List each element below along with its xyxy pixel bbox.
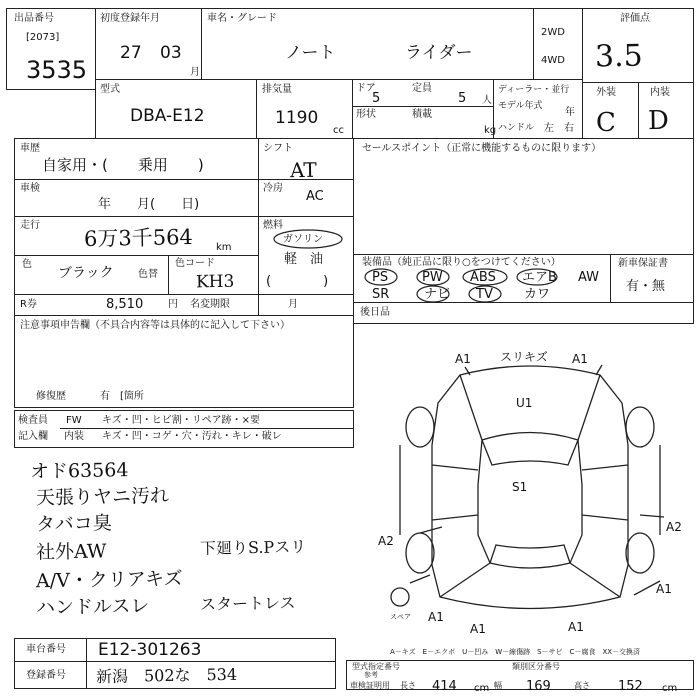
color: ブラック <box>57 264 114 282</box>
spare-label: スペア <box>390 613 411 621</box>
notice-label: 注意事項申告欄（不具合内容等は具体的に記入して下さい） <box>20 320 290 331</box>
fuel-gas: ガソリン <box>283 234 323 245</box>
equip-circles <box>353 254 611 303</box>
note-clear: A/V・クリアキズ <box>35 567 183 593</box>
note-wheels: 社外AW <box>35 540 107 564</box>
car-name: ノート <box>285 43 336 63</box>
note-start: スタートレス <box>199 593 296 614</box>
day-unit: 月 <box>288 299 298 310</box>
post-date-box <box>353 302 694 324</box>
score: 3.5 <box>594 38 644 75</box>
equip-pw: PW <box>422 270 443 285</box>
warranty-label: 新車保証書 <box>618 258 668 269</box>
model: DBA-E12 <box>130 106 205 126</box>
year-unit: 年 <box>565 107 575 118</box>
name-change-label: 名変期限 <box>190 299 230 310</box>
equip-label: 装備品（純正品に限り○をつけてください） <box>362 257 561 268</box>
displacement: 1190 <box>275 108 319 128</box>
rear-window <box>490 545 570 563</box>
lot-number: 3535 <box>26 56 88 84</box>
fuel-diesel: 軽 油 <box>284 252 324 267</box>
note-tobacco: タバコ臭 <box>35 512 112 536</box>
type-label: 型式指定番号 <box>352 662 400 671</box>
ext-int-divider <box>638 82 639 139</box>
color-divider <box>168 255 169 295</box>
seats-label: 定員 <box>412 83 432 94</box>
plate-label: 登録番号 <box>26 670 66 681</box>
fuel-label: 燃料 <box>263 220 283 231</box>
sales-label: セールスポイント（正常に機能するものに限ります） <box>362 143 602 154</box>
mileage: 6万3千564 <box>83 225 194 251</box>
usage-value: 自家用・( 乗用 ) <box>42 156 204 174</box>
first-reg-label: 初度登録年月 <box>100 13 160 24</box>
ac: AC <box>306 189 324 204</box>
mark-rear-a1-right: A1 <box>656 582 672 596</box>
wheel-fr <box>626 407 654 447</box>
inspector-row1-tag: FW <box>66 415 82 426</box>
width-label: 幅 <box>494 681 502 690</box>
int-grade: D <box>647 105 670 137</box>
mark-front-a1-left: A1 <box>455 352 471 366</box>
equip-airbag: エアB <box>522 270 557 285</box>
vin-label: 車台番号 <box>26 644 66 655</box>
wheel-fl <box>406 407 434 447</box>
length: 414 <box>432 679 457 694</box>
model-label: 型式 <box>100 84 120 95</box>
fuel-paren: ( ) <box>266 274 329 289</box>
seats: 5 <box>458 91 467 106</box>
inspect-value: 年 月( 日) <box>98 197 200 212</box>
model-year-label: モデル年式 <box>498 101 543 111</box>
height-label: 高さ <box>574 681 590 690</box>
grade: ライダー <box>405 43 473 63</box>
equip-tv: TV <box>476 287 493 302</box>
recycle-amount: 8,510 <box>106 297 144 312</box>
name-grade-label: 車名・グレード <box>207 13 277 24</box>
inspector-row2-tag: 内装 <box>64 431 84 442</box>
dealer-label: ディーラー・並行 <box>498 85 570 95</box>
equip-kawa: カワ <box>524 287 551 302</box>
ac-label: 冷房 <box>263 183 283 194</box>
cert-label: 車検証明用 <box>350 681 390 690</box>
cat-label: 類別区分番号 <box>512 662 560 671</box>
mark-right-a2: A2 <box>666 520 682 534</box>
name-change-box <box>258 294 354 316</box>
mark-rear-a1-far: A1 <box>568 620 584 634</box>
wheel-rl <box>406 533 434 573</box>
inspector-label-1: 検査員 <box>18 415 48 426</box>
equip-ps: PS <box>372 270 389 285</box>
mark-lines <box>410 365 664 595</box>
drive-2wd: 2WD <box>541 27 565 38</box>
wheel-rr <box>626 533 654 573</box>
damage-legend: A－キズ E－エクボ U－凹み W－線傷跡 S－サビ C－腐食 XX－交換済 <box>390 648 641 656</box>
post-date-label: 後日品 <box>360 307 390 318</box>
length-label: 長さ <box>400 681 416 690</box>
ext-grade: C <box>595 107 617 139</box>
shift: AT <box>289 157 317 183</box>
repair-value: 有 [箇所 <box>100 391 144 402</box>
seats-unit: 人 <box>482 95 492 106</box>
handle-label: ハンドル <box>498 123 535 133</box>
height: 152 <box>618 679 643 694</box>
color-code: KH3 <box>195 271 235 293</box>
mark-rear-a1-left: A1 <box>428 610 444 624</box>
sales-box <box>353 138 694 255</box>
handle-right: 右 <box>564 123 574 134</box>
score-label: 評価点 <box>620 13 650 24</box>
lot-label: 出品番号 <box>14 13 54 24</box>
spare-tire <box>391 588 409 606</box>
displacement-label: 排気量 <box>262 84 292 95</box>
length-unit: cm <box>474 683 490 694</box>
equip-aw: AW <box>578 270 600 285</box>
shift-label: シフト <box>263 143 293 154</box>
height-unit: cm <box>662 683 678 694</box>
first-reg-year: 27 <box>120 43 142 63</box>
int-label: 内装 <box>650 87 670 98</box>
usage-label: 車歴 <box>20 143 40 154</box>
handle-left: 左 <box>544 123 554 134</box>
yen-unit: 円 <box>168 299 178 310</box>
load-label: 積載 <box>412 109 432 120</box>
width: 169 <box>526 679 551 694</box>
drive-4wd: 4WD <box>541 55 565 66</box>
mark-hood-u1: U1 <box>516 396 533 410</box>
plate: 新潟 502な 534 <box>95 664 238 687</box>
equip-sr: SR <box>372 287 390 302</box>
door-seats-divider <box>352 106 494 107</box>
mileage-unit: km <box>216 242 232 253</box>
displacement-unit: cc <box>333 125 344 136</box>
equip-abs: ABS <box>470 270 496 285</box>
door-label: ドア <box>356 83 376 94</box>
note-under: 下廻りS.Pスリ <box>199 537 307 558</box>
car-diagram <box>370 345 700 640</box>
vin: E12-301263 <box>98 640 202 660</box>
repair-label: 修復歴 <box>36 391 66 402</box>
recycle-label: R券 <box>20 299 37 310</box>
ext-label: 外装 <box>596 87 616 98</box>
lot-sub: [2073] <box>26 32 60 43</box>
inspect-label: 車検 <box>20 183 40 194</box>
type-ref: 参考 <box>364 671 378 679</box>
equip-navi: ナビ <box>424 287 451 302</box>
right-doors <box>582 465 628 520</box>
inspector-label-2: 記入欄 <box>18 431 48 442</box>
drive-box <box>533 8 583 80</box>
shape-label: 形状 <box>356 109 376 120</box>
mark-front-a1-right: A1 <box>572 352 588 366</box>
note-odo: オド63564 <box>29 459 129 483</box>
windshield <box>482 440 578 465</box>
first-reg-month: 03 <box>160 43 182 63</box>
warranty-value: 有・無 <box>626 279 666 294</box>
doors: 5 <box>372 91 381 106</box>
mark-front-scratch: スリキズ <box>500 350 548 364</box>
inspector-row1-text: キズ・凹・ヒビ割・リペア跡・×要 <box>102 415 260 426</box>
mark-rear-a1-center: A1 <box>470 622 486 636</box>
color-code-label: 色コード <box>175 258 215 269</box>
mark-roof-s1: S1 <box>512 480 528 494</box>
note-handle: ハンドルスレ <box>35 595 150 619</box>
mark-left-a2: A2 <box>378 534 394 548</box>
color-change-label: 色替 <box>138 269 158 280</box>
month-unit: 月 <box>190 67 200 78</box>
kg-unit: kg <box>484 125 497 136</box>
mileage-label: 走行 <box>20 220 40 231</box>
inspector-row2-text: キズ・凹・コゲ・穴・汚れ・キレ・破レ <box>102 431 282 442</box>
note-ceiling: 天張りヤニ汚れ <box>35 484 170 510</box>
fuel-gas-circle <box>272 228 344 250</box>
inspector-divider <box>60 428 354 429</box>
left-doors <box>432 465 478 520</box>
color-label: 色 <box>22 259 32 270</box>
